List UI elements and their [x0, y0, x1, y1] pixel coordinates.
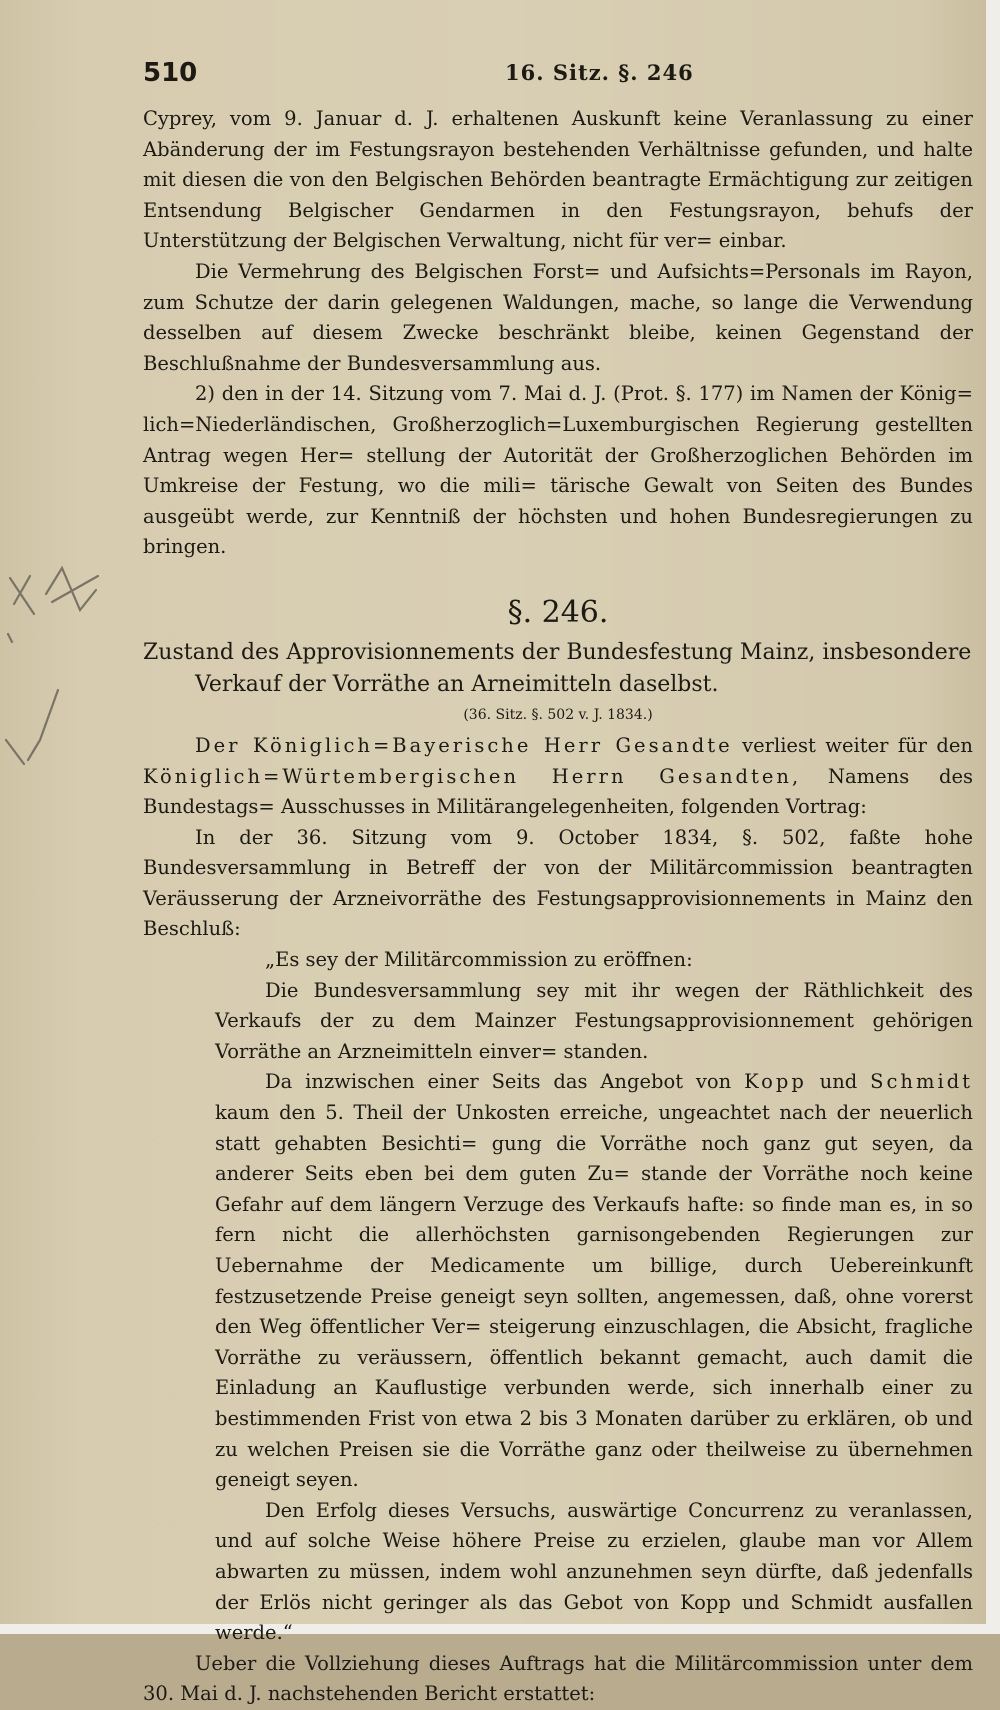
paragraph-intro	[143, 731, 973, 823]
page-header	[143, 58, 983, 98]
name-kopp: Kopp	[744, 1070, 807, 1094]
section-heading-line-2: Verkauf der Vorräthe an Arneimitteln daselbst.	[195, 671, 719, 697]
name-schmidt: Schmidt	[870, 1070, 974, 1094]
quote-paragraph-1: Die Bundesversammlung sey mit ihr wegen der Räthlichkeit des Verkaufs der zu dem Mainzer Festungsapprovisionnement gehörigen Vorräthe an Arzneimitteln einver= standen.	[215, 978, 973, 1063]
quote-text-c: und	[806, 1070, 871, 1094]
intro-tail-text: , Namens des Bundestags= Ausschusses in Militärangelegenheiten, folgenden Vortrag:	[143, 764, 973, 819]
section-citation: (36. Sitz. §. 502 v. J. 1834.)	[463, 706, 653, 723]
paragraph-continuation: Cyprey, vom 9. Januar d. J. erhaltenen Auskunft keine Veranlassung zu einer Abänderung der im Festungsrayon bestehenden Verhältnisse gefunden, und halte mit diesen die von den Belgischen Behörden beantragte Ermächtigung zur zeitigen Entsendung Belgischer Gendarmen in den Festungsrayon, behufs der Unterstützung der Belgischen Verwaltung, nicht für ver= einbar.	[143, 107, 973, 253]
paragraph-resolution: In der 36. Sitzung vom 9. October 1834, §. 502, faßte hohe Bundesversammlung in Betreff der von der Militärcommission beantragten Veräusserung der Arzneivorräthe des Festungsapprovisionnements in Mainz den Beschluß:	[143, 825, 973, 941]
paragraph-item-2: 2) den in der 14. Sitzung vom 7. Mai d. J. (Prot. §. 177) im Namen der König= lich=Niederländischen, Großherzoglich=Luxemburgischen Regierung gestellten Antrag wegen Her= stellung der Autorität der Großherzoglichen Behörden im Umkreise der Festung, wo die mili= tärische Gewalt von Seiten des Bundes ausgeübt werde, zur Kenntniß der höchsten und hohen Bundesregierungen zu bringen.	[143, 382, 973, 559]
section-heading-line-1: Zustand des Approvisionnements der Bundesfestung Mainz, insbesondere	[143, 639, 972, 665]
section-number: §. 246.	[507, 594, 609, 630]
addressee-name: Königlich=Würtembergischen Herrn Gesandten	[143, 764, 792, 788]
page-number: 510	[143, 58, 198, 88]
page-body	[143, 104, 973, 1710]
scan-edge-right	[986, 0, 1000, 1634]
quote-paragraph-3: Den Erfolg dieses Versuchs, auswärtige Concurrenz zu veranlassen, und auf solche Weise höhere Preise zu erzielen, glaube man vor Allem abwarten zu müssen, indem wohl anzunehmen seyn dürfte, daß jedenfalls der Erlös nicht geringer als das Gebot von Kopp und Schmidt ausfallen werde.“	[215, 1498, 973, 1645]
quote-opening: „Es sey der Militärcommission zu eröffnen:	[265, 948, 693, 972]
quote-paragraph-2	[215, 1067, 973, 1495]
paragraph-forest-personnel: Die Vermehrung des Belgischen Forst= und Aufsichts=Personals im Rayon, zum Schutze der darin gelegenen Waldungen, mache, so lange die Verwendung desselben auf diesem Zwecke beschränkt bleibe, keinen Gegenstand der Beschlußnahme der Bundesversammlung aus.	[143, 259, 973, 375]
paragraph-report: Ueber die Vollziehung dieses Auftrags hat die Militärcommission unter dem 30. Mai d. J. nachstehenden Bericht erstattet:	[143, 1651, 973, 1706]
speaker-name: Der Königlich=Bayerische Herr Gesandte	[195, 733, 733, 757]
quote-text-a: Da inzwischen einer Seits das Angebot von	[265, 1070, 745, 1094]
running-head: 16. Sitz. §. 246	[505, 60, 694, 85]
intro-mid-text: verliest weiter für den	[732, 733, 973, 757]
pencil-margin-mark	[0, 570, 120, 770]
quote-text-e: kaum den 5. Theil der Unkosten erreiche, ungeachtet nach der neuerlich statt gehabten Besichti= gung die Vorräthe noch ganz gut seyen, da anderer Seits eben bei dem guten Zu= stande der Vorräthe noch keine Gefahr auf dem längern Verzuge des Verkaufs hafte: so finde man es, in so fern nicht die allerhöchsten garnisongebenden Regierungen zur Uebernahme der Medicamente um billige, durch Uebereinkunft festzusetzende Preise geneigt seyn sollten, angemessen, daß, ohne vorerst den Weg öffentlicher Ver= steigerung einzuschlagen, die Absicht, fragliche Vorräthe zu veräussern, öffentlich bekannt gemacht, auch damit die Einladung an Kauflustige verbunden werde, sich innerhalb einer zu bestimmenden Frist von etwa 2 bis 3 Monaten darüber zu erklären, ob und zu welchen Preisen sie die Vorräthe ganz oder theilweise zu übernehmen geneigt seyen.	[215, 1101, 973, 1492]
